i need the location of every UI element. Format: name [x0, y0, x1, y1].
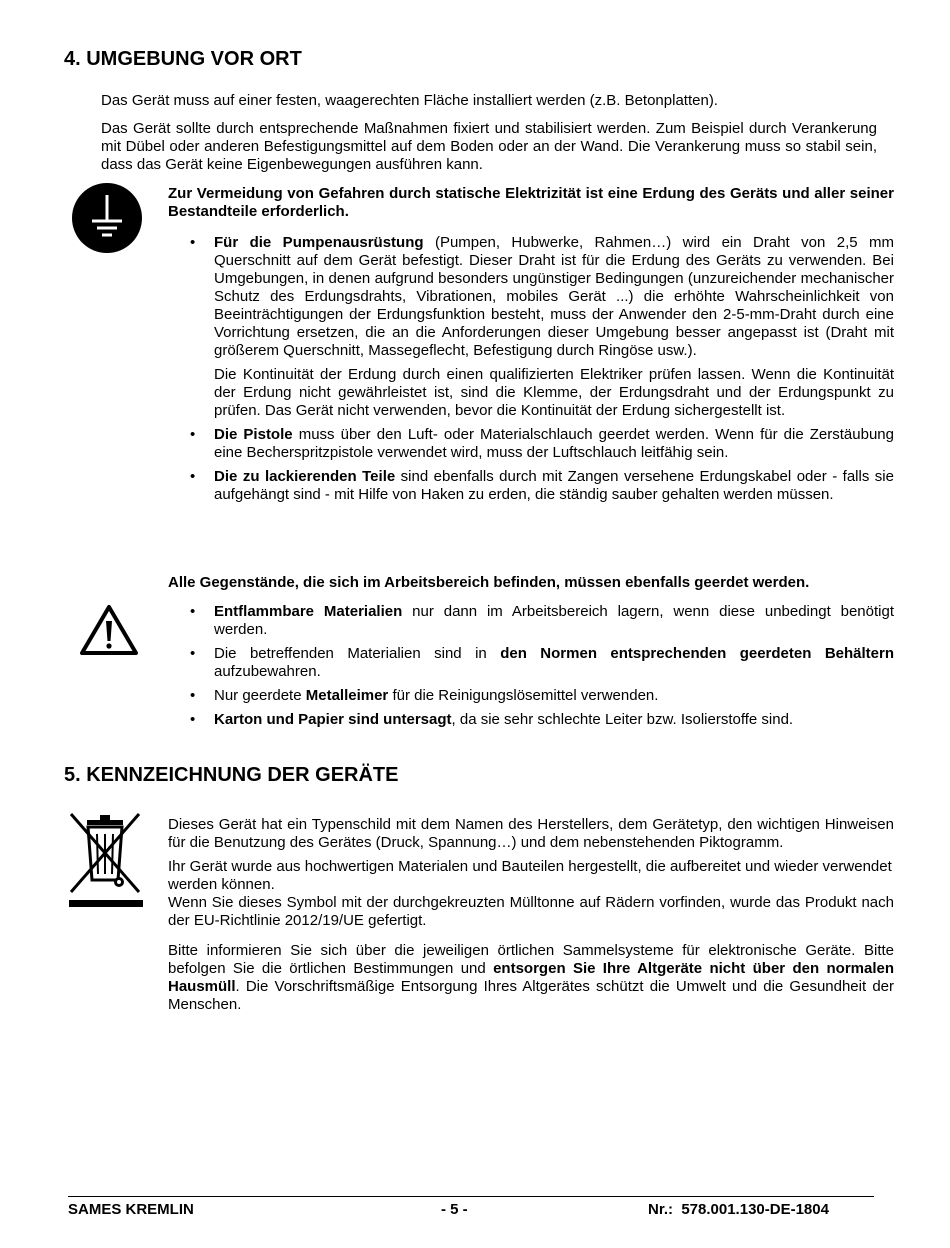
footer-divider — [68, 1196, 874, 1197]
ground-symbol-icon — [72, 183, 142, 253]
grounding-intro: Zur Vermeidung von Gefahren durch statische Elektrizität ist eine Erdung des Geräts und aller seiner Bestandteile erforderlich. — [168, 185, 894, 220]
bullet-text: (Pumpen, Hubwerke, Rahmen…) wird ein Draht von 2,5 mm Querschnitt auf dem Gerät befestigt. Dieser Draht ist für die Erdung des Geräts zu verwenden. Bei Umgebungen, in denen aufgrund besonders ungünstiger Bedingungen (unzureichender mechanischer Schutz des Erdungsdrahts, Vibrationen, mobiles Gerät ...) die erhöhte Wahrscheinlichkeit von Beeinträchtigungen der Erdungsfunktion besteht, muss der Anwender den 2-5-mm-Draht durch eine Vorrichtung ersetzen, die an die Anforderungen dieser Umgebung besser angepasst ist (Draht mit größerem Querschnitt, Massegeflecht, Befestigung durch Ringöse usw.). — [214, 234, 894, 359]
section-5-paragraph-4 — [168, 942, 894, 1014]
bullet-bold: Die Pistole — [214, 426, 293, 443]
bullet-extra-paragraph: Die Kontinuität der Erdung durch einen qualifizierten Elektriker prüfen lassen. Wenn die Kontinuität der Erdung nicht gewährleistet ist, sind die Klemme, der Erdungsdraht und der Erdungspunkt zu prüfen. Das Gerät nicht verwenden, bevor die Kontinuität der Erdung sichergestellt ist. — [214, 366, 894, 419]
bullet-bold: Karton und Papier sind untersagt — [214, 711, 452, 728]
bullet-bold: Für die Pumpenausrüstung — [214, 234, 424, 251]
section-5-paragraph-2: Ihr Gerät wurde aus hochwertigen Materialen und Bauteilen hergestellt, die aufbereitet und wieder verwendet werden können. — [168, 858, 892, 893]
list-item — [214, 426, 894, 462]
section-5-title: 5. KENNZEICHNUNG DER GERÄTE — [64, 764, 399, 786]
list-item — [214, 234, 894, 360]
footer-document-number: Nr.: 578.001.130-DE-1804 — [648, 1201, 829, 1218]
warning-triangle-icon — [78, 603, 140, 657]
section-4-title: 4. UMGEBUNG VOR ORT — [64, 48, 302, 70]
section-4-paragraph-1: Das Gerät muss auf einer festen, waagerechten Fläche installiert werden (z.B. Betonplatten). — [101, 92, 718, 109]
section-5-paragraph-3: Wenn Sie dieses Symbol mit der durchgekreuzten Mülltonne auf Rädern vorfinden, wurde das Produkt nach der EU-Richtlinie 2012/19/UE gefertigt. — [168, 894, 894, 929]
paragraph-4-bold: entsorgen Sie Ihre Altgeräte nicht über den normalen Hausmüll — [168, 960, 895, 995]
list-item — [214, 603, 894, 639]
list-item — [214, 645, 894, 681]
section-5-paragraph-1: Dieses Gerät hat ein Typenschild mit dem Namen des Herstellers, dem Gerätetyp, den wichtigen Hinweisen für die Benutzung des Gerätes (Druck, Spannung…) und dem nebenstehenden Piktogramm. — [168, 816, 894, 851]
bullet-bold: Die zu lackierenden Teile — [214, 468, 396, 485]
list-item — [214, 711, 894, 729]
bullet-text: für die Reinigungslösemittel verwenden. — [388, 687, 659, 704]
paragraph-4-post: . Die Vorschriftsmäßige Entsorgung Ihres Altgerätes schützt die Umwelt und die Gesundheit der Menschen. — [168, 978, 894, 1013]
bullet-bold: Entflammbare Materialien — [214, 603, 403, 620]
footer-page-number: - 5 - — [441, 1201, 468, 1218]
paragraph-4-pre: Bitte informieren Sie sich über die jeweiligen örtlichen Sammelsysteme für elektronische Geräte. Bitte befolgen Sie die örtlichen Bestimmungen und — [168, 942, 894, 977]
bullet-text: nur dann im Arbeitsbereich lagern, wenn diese unbedingt benötigt werden. — [214, 603, 895, 638]
bullet-pre: Die betreffenden Materialien sind in — [214, 645, 501, 662]
bullet-bold: Metalleimer — [305, 687, 389, 704]
bullet-text: sind ebenfalls durch mit Zangen versehene Erdungskabel oder - falls sie aufgehängt sind - mit Hilfe von Haken zu erden, die ständig sauber gehalten werden müssen. — [214, 468, 894, 503]
grounding-bullet-list — [214, 234, 894, 504]
list-item — [214, 687, 894, 705]
warning-bullet-list — [214, 603, 894, 729]
grounding-outro: Alle Gegenstände, die sich im Arbeitsbereich befinden, müssen ebenfalls geerdet werden. — [168, 574, 810, 591]
crossed-out-wheelie-bin-icon — [67, 810, 147, 910]
bullet-pre: Nur geerdete — [214, 687, 306, 704]
bullet-bold: den Normen entsprechenden geerdeten Behältern — [500, 645, 895, 662]
footer-company: SAMES KREMLIN — [68, 1201, 194, 1218]
list-item — [214, 468, 894, 504]
bullet-text: , da sie sehr schlechte Leiter bzw. Isolierstoffe sind. — [451, 711, 794, 728]
bullet-text: aufzubewahren. — [214, 663, 321, 680]
section-4-paragraph-2: Das Gerät sollte durch entsprechende Maßnahmen fixiert und stabilisiert werden. Zum Beispiel durch Verankerung mit Dübel oder anderen Befestigungsmittel auf dem Boden oder an der Wand. Die Verankerung muss so stabil sein, dass das Gerät keine Eigenbewegungen ausführen kann. — [101, 120, 877, 173]
section-5-body — [168, 816, 894, 1014]
bullet-text: muss über den Luft- oder Materialschlauch geerdet werden. Wenn für die Zerstäubung eine Becherspritzpistole verwendet wird, muss der Luftschlauch leitfähig sein. — [214, 426, 894, 461]
